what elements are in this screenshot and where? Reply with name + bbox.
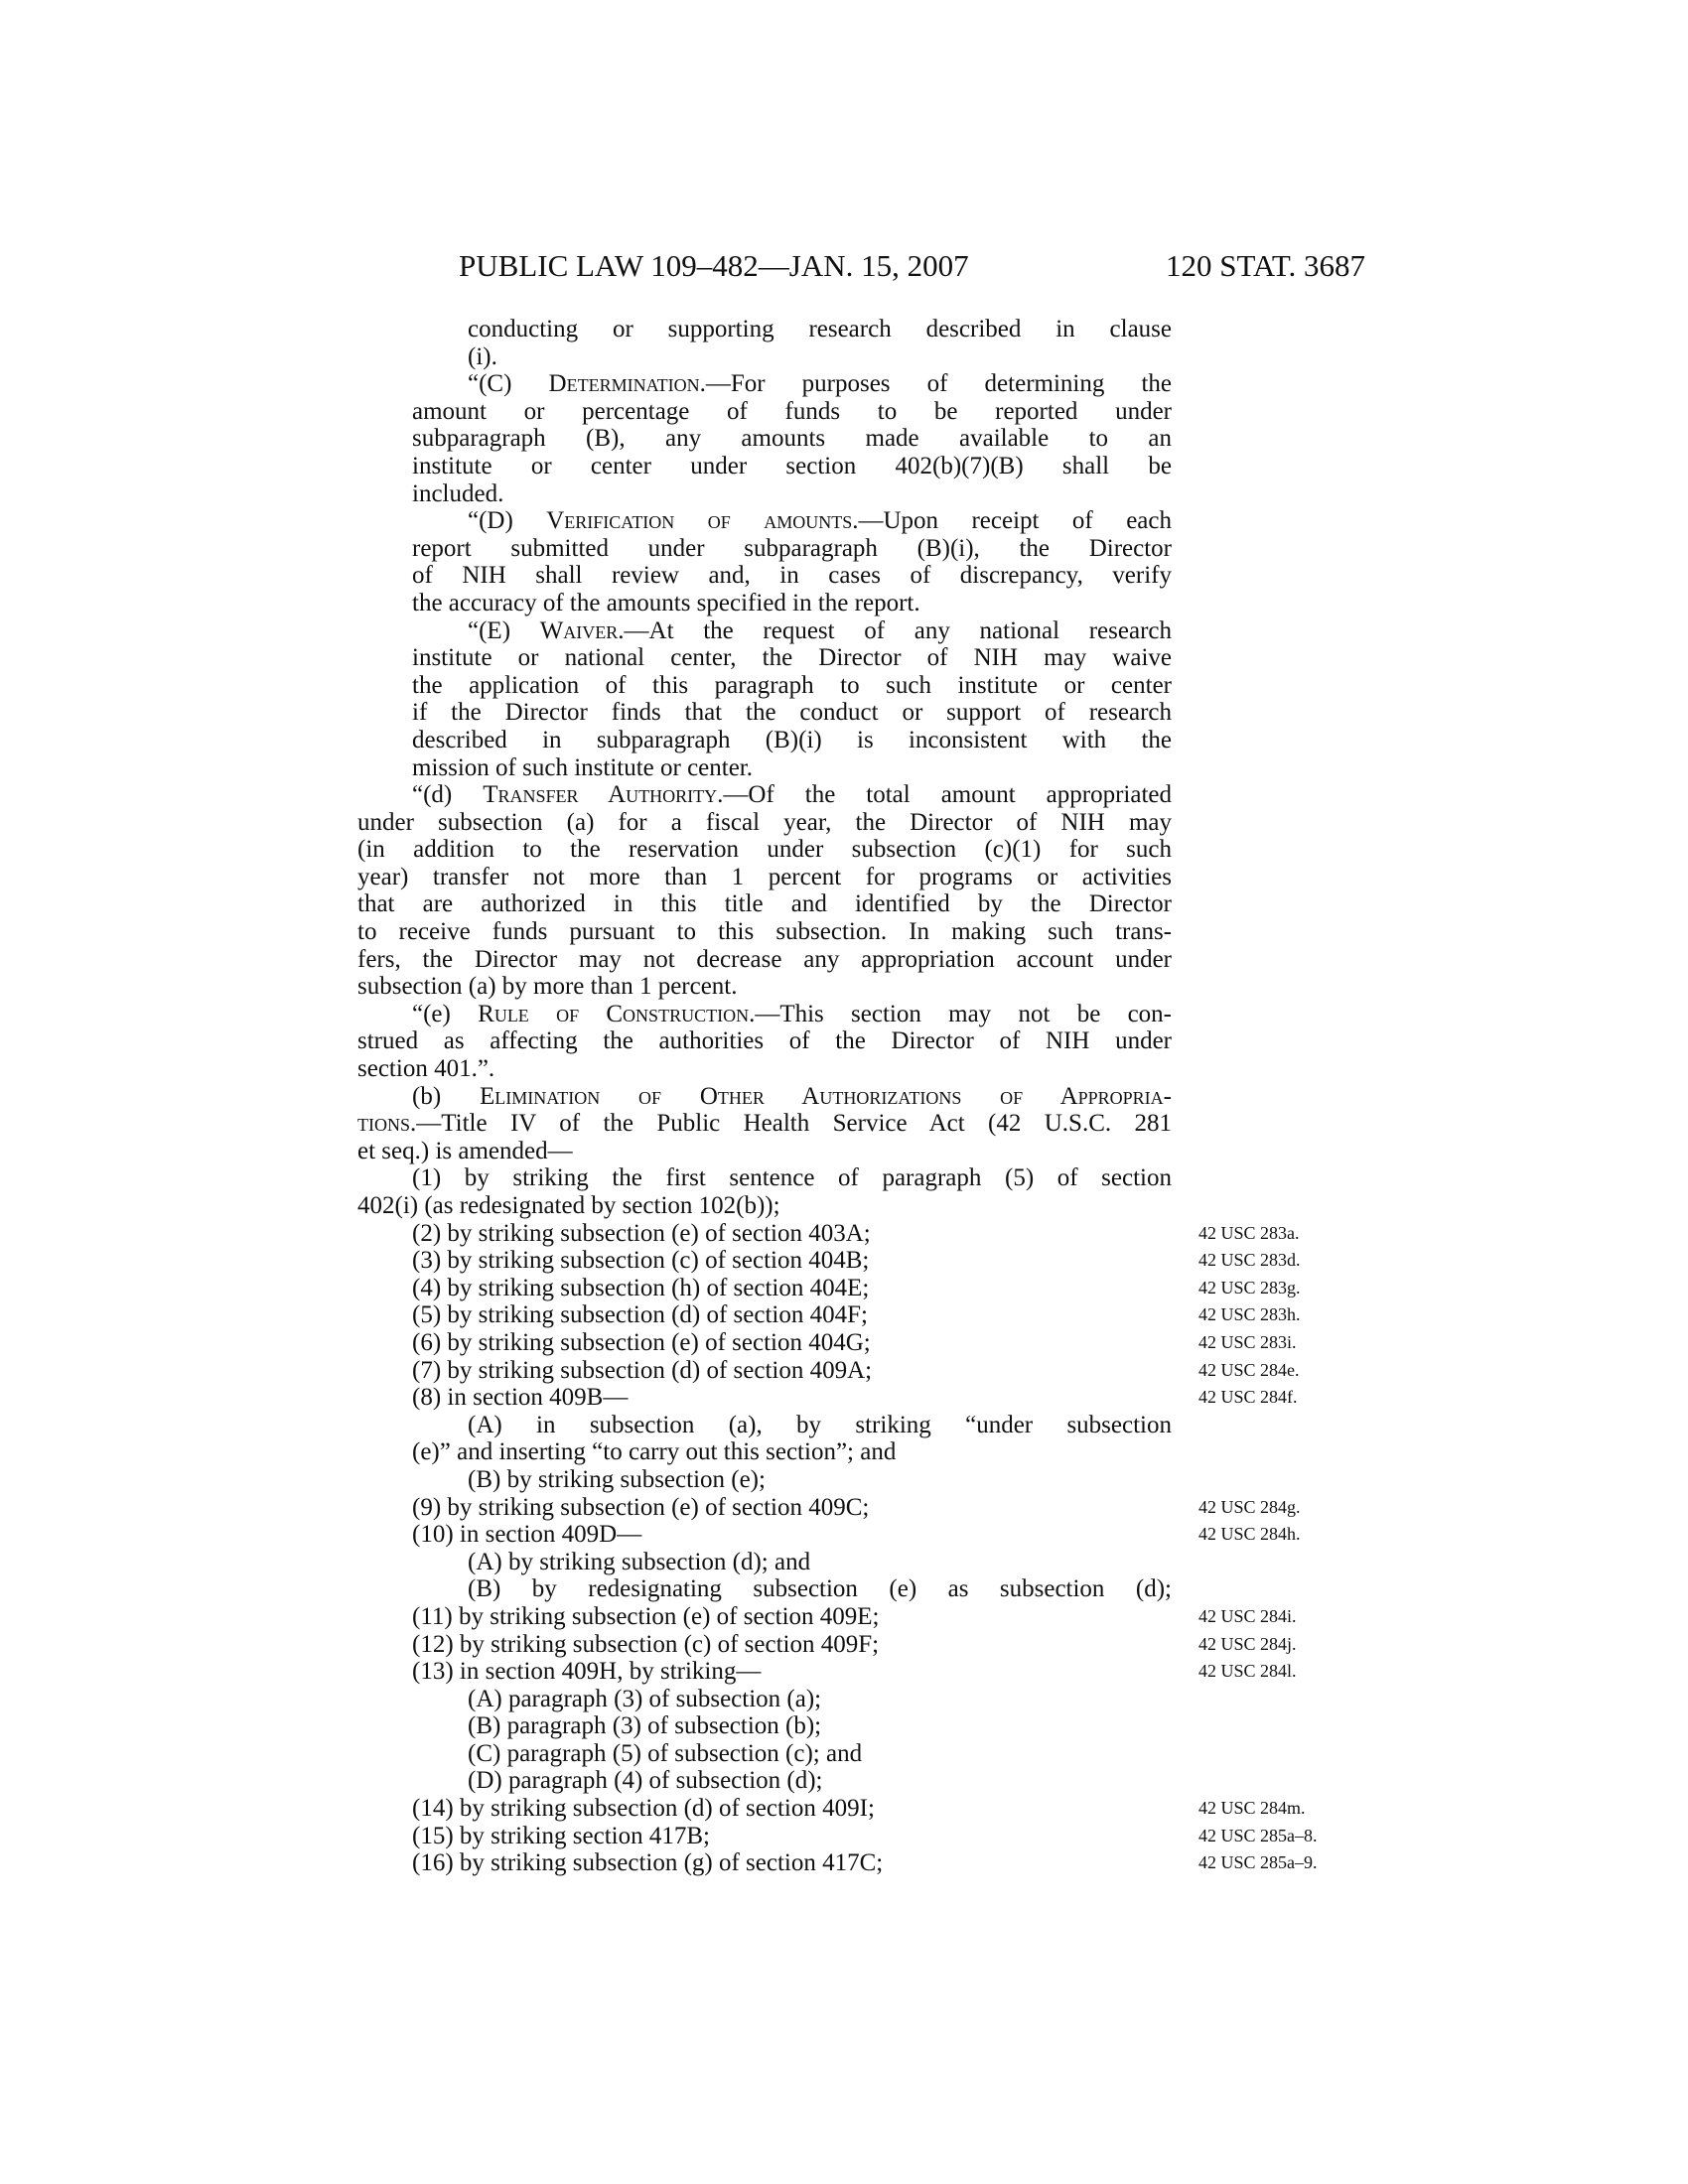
line-text: (10) in section 409D— <box>412 1521 642 1549</box>
line-text: (i). <box>468 342 497 370</box>
statute-page-number: 120 STAT. 3687 <box>1165 248 1365 283</box>
text-line <box>0 1549 1688 1576</box>
text-line <box>0 1686 1688 1713</box>
text-line <box>0 781 1688 809</box>
text-line <box>0 343 1688 371</box>
line-segment: .—Title IV of the Public Health Service Act (42 U.S.C. 281 <box>410 1110 1172 1138</box>
text-line <box>0 1138 1688 1165</box>
line-text: (D) paragraph (4) of subsection (d); <box>468 1767 823 1795</box>
line-segment: .—Of the total amount appropriated <box>717 781 1172 809</box>
text-line <box>0 590 1688 617</box>
line-text: (4) by striking subsection (h) of section 404E; <box>412 1274 870 1301</box>
margin-citation: 42 USC 283g. <box>1198 1277 1301 1297</box>
line-text: of NIH shall review and, in cases of discrepancy, verify <box>412 562 1172 590</box>
line-text: the accuracy of the amounts specified in the report. <box>412 589 920 616</box>
line-text: included. <box>412 479 504 507</box>
text-line <box>0 946 1688 974</box>
line-text <box>412 1001 1172 1028</box>
text-line <box>0 1740 1688 1768</box>
line-segment: .—This section may not be con- <box>749 1000 1172 1027</box>
line-text: institute or national center, the Director of NIH may waive <box>412 644 1172 672</box>
line-text <box>468 507 1172 535</box>
margin-citation: 42 USC 283a. <box>1198 1222 1300 1243</box>
line-segment: .—At the request of any national research <box>618 616 1172 644</box>
text-line <box>0 370 1688 398</box>
text-line <box>0 1575 1688 1603</box>
text-line <box>0 1494 1688 1522</box>
margin-citation: 42 USC 285a–9. <box>1198 1852 1318 1873</box>
line-text: amount or percentage of funds to be reported under <box>412 397 1172 425</box>
statute-text <box>0 316 1688 1877</box>
line-text: to receive funds pursuant to this subsection. In making such trans- <box>357 918 1172 946</box>
line-text: that are authorized in this title and identified by the Director <box>357 890 1172 918</box>
section-heading: Determination <box>548 370 700 398</box>
line-text: strued as affecting the authorities of the Director of NIH under <box>357 1027 1172 1055</box>
line-text: described in subparagraph (B)(i) is inconsistent with the <box>412 726 1172 753</box>
line-text <box>412 781 1172 809</box>
text-line <box>0 1275 1688 1302</box>
text-line <box>0 918 1688 946</box>
section-heading: Transfer Authority <box>483 781 718 809</box>
text-line <box>0 809 1688 837</box>
text-line <box>0 507 1688 535</box>
margin-citation: 42 USC 284l. <box>1198 1661 1297 1682</box>
line-text: (C) paragraph (5) of subsection (c); and <box>468 1739 863 1767</box>
line-text: (A) paragraph (3) of subsection (a); <box>468 1685 822 1712</box>
line-text: (8) in section 409B— <box>412 1384 629 1412</box>
line-text: 402(i) (as redesignated by section 102(b)); <box>357 1192 780 1219</box>
margin-citation: 42 USC 284e. <box>1198 1359 1300 1380</box>
line-text: mission of such institute or center. <box>412 753 754 781</box>
line-text: fers, the Director may not decrease any appropriation account under <box>357 945 1172 973</box>
text-line <box>0 1603 1688 1631</box>
line-segment: “(e) <box>412 1000 479 1027</box>
section-heading: Verification of amounts <box>546 507 853 535</box>
text-line <box>0 1027 1688 1055</box>
line-text: (15) by striking section 417B; <box>412 1822 710 1849</box>
line-text: (9) by striking subsection (e) of section 409C; <box>412 1493 870 1521</box>
running-head-title: PUBLIC LAW 109–482—JAN. 15, 2007 <box>459 248 969 283</box>
text-line <box>0 864 1688 891</box>
margin-citation: 42 USC 284g. <box>1198 1496 1301 1517</box>
line-text: (5) by striking subsection (d) of section 404F; <box>412 1301 868 1329</box>
line-segment: “(d) <box>412 781 484 809</box>
text-line <box>0 1001 1688 1028</box>
text-line <box>0 1247 1688 1275</box>
text-line <box>0 617 1688 645</box>
text-line <box>0 644 1688 672</box>
line-text: year) transfer not more than 1 percent for programs or activities <box>357 863 1172 890</box>
text-line <box>0 1712 1688 1740</box>
section-heading: Waiver <box>539 616 619 644</box>
line-text: (6) by striking subsection (e) of section 404G; <box>412 1328 871 1356</box>
line-text: (B) by striking subsection (e); <box>468 1465 766 1493</box>
text-line <box>0 1823 1688 1850</box>
text-line <box>0 1658 1688 1686</box>
text-line <box>0 699 1688 727</box>
line-segment: .—For purposes of determining the <box>699 370 1172 398</box>
text-line <box>0 1631 1688 1659</box>
text-line <box>0 1329 1688 1357</box>
line-text: report submitted under subparagraph (B)(i), the Director <box>412 534 1172 562</box>
text-line <box>0 1220 1688 1248</box>
line-text <box>468 617 1172 645</box>
text-line <box>0 1438 1688 1466</box>
line-text: subsection (a) by more than 1 percent. <box>357 973 738 1001</box>
text-line <box>0 672 1688 700</box>
text-line <box>0 1055 1688 1083</box>
section-heading: Elimination of Other Authorizations of Appropria- <box>479 1082 1172 1110</box>
margin-citation: 42 USC 284f. <box>1198 1387 1298 1408</box>
text-line <box>0 1083 1688 1111</box>
text-line <box>0 1192 1688 1220</box>
text-line <box>0 316 1688 343</box>
line-text: subparagraph (B), any amounts made available to an <box>412 425 1172 453</box>
line-text: (11) by striking subsection (e) of section 409E; <box>412 1602 880 1630</box>
line-text: the application of this paragraph to such institute or center <box>412 671 1172 699</box>
margin-citation: 42 USC 284j. <box>1198 1633 1297 1654</box>
line-text: (7) by striking subsection (d) of section 409A; <box>412 1356 873 1384</box>
line-text: (14) by striking subsection (d) of section 409I; <box>412 1795 875 1823</box>
text-line <box>0 1384 1688 1412</box>
text-line <box>0 425 1688 453</box>
text-line <box>0 1795 1688 1823</box>
line-text: conducting or supporting research described in clause <box>468 316 1172 342</box>
text-line <box>0 535 1688 563</box>
margin-citation: 42 USC 285a–8. <box>1198 1825 1318 1845</box>
line-text: under subsection (a) for a fiscal year, the Director of NIH may <box>357 808 1172 836</box>
text-line <box>0 890 1688 918</box>
margin-citation: 42 USC 283d. <box>1198 1250 1301 1271</box>
margin-citation: 42 USC 284i. <box>1198 1605 1297 1626</box>
text-line <box>0 398 1688 426</box>
margin-citation: 42 USC 283i. <box>1198 1331 1297 1352</box>
line-text: (B) paragraph (3) of subsection (b); <box>468 1712 822 1740</box>
text-line <box>0 836 1688 864</box>
margin-citation: 42 USC 283h. <box>1198 1304 1301 1325</box>
text-line <box>0 1466 1688 1494</box>
line-segment: (b) <box>412 1082 480 1110</box>
line-segment: .—Upon receipt of each <box>852 507 1172 535</box>
text-line <box>0 973 1688 1001</box>
line-text <box>412 1083 1172 1111</box>
line-text: (in addition to the reservation under subsection (c)(1) for such <box>357 836 1172 864</box>
section-heading: tions <box>357 1110 410 1138</box>
text-line <box>0 727 1688 754</box>
line-text: (13) in section 409H, by striking— <box>412 1658 762 1686</box>
margin-citation: 42 USC 284h. <box>1198 1524 1301 1545</box>
text-line <box>0 1767 1688 1795</box>
text-line <box>0 1110 1688 1138</box>
line-text: (3) by striking subsection (c) of section 404B; <box>412 1247 870 1275</box>
line-text: (B) by redesignating subsection (e) as subsection (d); <box>468 1575 1172 1603</box>
section-heading: Rule of Construction <box>478 1000 750 1027</box>
line-text <box>357 1110 1172 1138</box>
text-line <box>0 453 1688 480</box>
line-text: et seq.) is amended— <box>357 1137 573 1164</box>
line-text: institute or center under section 402(b)(7)(B) shall be <box>412 452 1172 479</box>
line-text: (12) by striking subsection (c) of section 409F; <box>412 1630 880 1658</box>
margin-citation: 42 USC 284m. <box>1198 1798 1306 1819</box>
text-line <box>0 1301 1688 1329</box>
text-line <box>0 1357 1688 1385</box>
line-text: (16) by striking subsection (g) of section 417C; <box>412 1849 884 1877</box>
line-segment: “(C) <box>468 370 549 398</box>
line-text: if the Director finds that the conduct or support of research <box>412 699 1172 727</box>
line-text: (A) by striking subsection (d); and <box>468 1548 811 1575</box>
text-line <box>0 1849 1688 1877</box>
text-line <box>0 754 1688 782</box>
line-text: (1) by striking the first sentence of paragraph (5) of section <box>412 1164 1172 1192</box>
line-text <box>468 370 1172 398</box>
text-line <box>0 480 1688 508</box>
line-segment: “(E) <box>468 616 540 644</box>
line-text: (A) in subsection (a), by striking “under subsection <box>468 1411 1172 1438</box>
text-line <box>0 1412 1688 1439</box>
text-line <box>0 1164 1688 1192</box>
line-text: (e)” and inserting “to carry out this section”; and <box>412 1438 897 1466</box>
line-text: (2) by striking subsection (e) of section 403A; <box>412 1219 871 1247</box>
line-segment: “(D) <box>468 507 547 535</box>
text-line <box>0 562 1688 590</box>
line-text: section 401.”. <box>357 1055 495 1083</box>
text-line <box>0 1521 1688 1549</box>
